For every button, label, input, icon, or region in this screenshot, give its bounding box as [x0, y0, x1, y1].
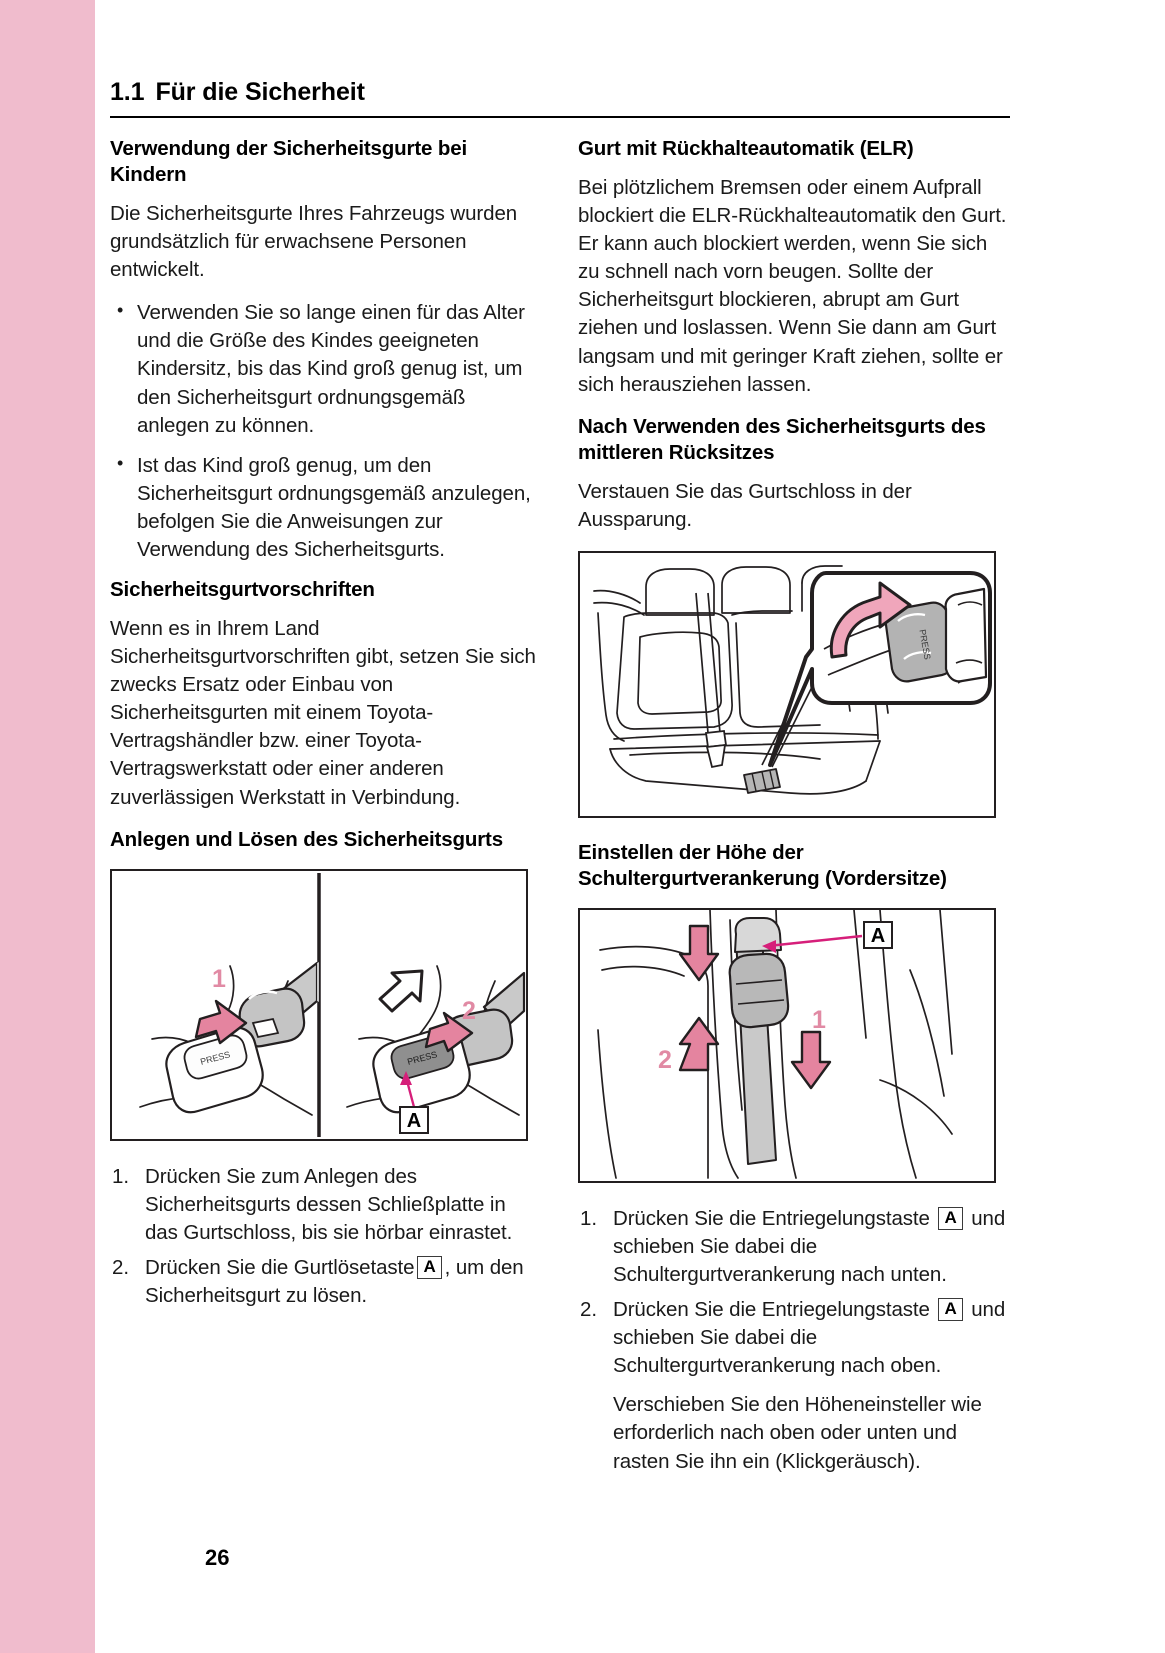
step-text: Drücken Sie die Entriegelungstaste	[613, 1206, 930, 1230]
figure-buckle-fasten-release	[110, 869, 528, 1141]
list-item	[578, 1205, 1008, 1289]
para-anchor-tail: Verschieben Sie den Höheneinsteller wie erforderlich nach oben oder unten und rasten Sie ihn ein (Klickgeräusch).	[613, 1393, 982, 1473]
running-head-number: 1.1	[110, 78, 145, 106]
step-text: Drücken Sie die Gurtlösetaste	[145, 1255, 415, 1279]
figure-shoulder-anchor	[578, 908, 996, 1183]
para-seatbelts-children: Die Sicherheitsgurte Ihres Fahrzeugs wurden grundsätzlich für erwachsene Personen entwickelt.	[110, 202, 518, 282]
page-edge-bar	[0, 0, 95, 1653]
heading-seatbelt-regulations: Sicherheitsgurtvorschriften	[110, 578, 375, 601]
para-seatbelt-regulations: Wenn es in Ihrem Land Sicherheitsgurtvorschriften gibt, setzen Sie sich zwecks Ersatz oder Einbau von Sicherheitsgurten mit einem Toyota-Vertragshändler bzw. einer Toyota-Vertragswerkstatt oder einer anderen zuverlässigen Werkstatt in Verbindung.	[110, 617, 536, 809]
bullet-list-children	[110, 299, 540, 564]
right-column	[578, 136, 1008, 1476]
manual-page	[95, 0, 1165, 1653]
para-elr: Bei plötzlichem Bremsen oder einem Aufprall blockiert die ELR-Rückhalteautomatik den Gurt. Er kann auch blockiert werden, wenn Sie sich zu schnell nach vorn beugen. Sollte der Sicherheitsgurt blockieren, abrupt am Gurt ziehen und loslassen. Wenn Sie dann am Gurt langsam und mit geringer Kraft ziehen, sollte er sich herausziehen lassen.	[578, 176, 1007, 396]
tag-a-label: A	[870, 924, 886, 947]
heading-seatbelts-children: Verwendung der Sicherheitsgurte bei Kindern	[110, 137, 468, 187]
arrow-down-right	[792, 1032, 830, 1088]
list-item: • Ist das Kind groß genug, um den Sicherheitsgurt ordnungsgemäß anzulegen, befolgen Sie die Anweisungen zur Verwendung des Sicherheitsgurts.	[110, 452, 540, 564]
list-item	[110, 1254, 540, 1310]
page-number: 26	[205, 1545, 230, 1570]
anchor-illustration	[580, 910, 994, 1181]
step-text-cont: und schieben Sie dabei die Schultergurtverankerung nach unten.	[613, 1206, 1006, 1287]
arrow-up-left	[680, 1018, 718, 1070]
steps-fasten-release	[110, 1163, 540, 1310]
tag-a-label: A	[406, 1109, 422, 1132]
list-item	[110, 1163, 540, 1247]
press-label: PRESS	[406, 1048, 439, 1067]
callout-number-2: 2	[462, 996, 476, 1025]
tag-a-inline: A	[417, 1256, 441, 1279]
figure-rear-seat-buckle-stow	[578, 551, 996, 818]
buckle-illustration	[112, 871, 526, 1139]
callout-bubble	[770, 573, 990, 765]
running-head-rule	[110, 116, 1010, 118]
callout-number-2: 2	[658, 1045, 672, 1074]
step-text: Drücken Sie die Entriegelungstaste	[613, 1298, 930, 1322]
callout-number-1: 1	[812, 1005, 826, 1034]
step-text-cont: , um den Sicherheitsgurt zu lösen.	[145, 1255, 524, 1307]
page-content	[110, 78, 1030, 1476]
heading-fasten-release: Anlegen und Lösen des Sicherheitsgurts	[110, 827, 503, 851]
two-column-body	[110, 136, 1030, 1476]
tag-a-inline: A	[938, 1298, 962, 1321]
para-after-use-center-rear: Verstauen Sie das Gurtschloss in der Aussparung.	[578, 479, 912, 531]
press-label: PRESS	[917, 628, 933, 661]
shoulder-anchor-block	[730, 954, 788, 1027]
left-column	[110, 136, 540, 1476]
press-label: PRESS	[199, 1048, 232, 1067]
list-item	[578, 1296, 1008, 1380]
heading-elr: Gurt mit Rückhalteautomatik (ELR)	[578, 137, 914, 160]
callout-number-1: 1	[212, 964, 226, 993]
step-text-cont: und schieben Sie dabei die Schultergurtverankerung nach oben.	[613, 1298, 1006, 1378]
running-head-title: Für die Sicherheit	[155, 78, 365, 106]
rear-seat-illustration	[580, 553, 994, 816]
step-text: Drücken Sie zum Anlegen des Sicherheitsgurts dessen Schließplatte in das Gurtschloss, bis sie hörbar einrastet.	[145, 1164, 513, 1244]
list-item: • Verwenden Sie so lange einen für das Alter und die Größe des Kindes geeigneten Kindersitz, bis das Kind groß genug ist, um den Sicherheitsgurt ordnungsgemäß anlegen zu können.	[110, 299, 540, 439]
steps-anchor-adjust	[578, 1205, 1008, 1380]
heading-after-use-center-rear: Nach Verwenden des Sicherheitsgurts des mittleren Rücksitzes	[578, 414, 986, 464]
running-head	[110, 78, 1030, 116]
arrow-pull-up	[380, 971, 422, 1011]
tag-a-inline: A	[938, 1207, 962, 1230]
heading-shoulder-anchor-height: Einstellen der Höhe der Schultergurtverankerung (Vordersitze)	[578, 840, 947, 890]
